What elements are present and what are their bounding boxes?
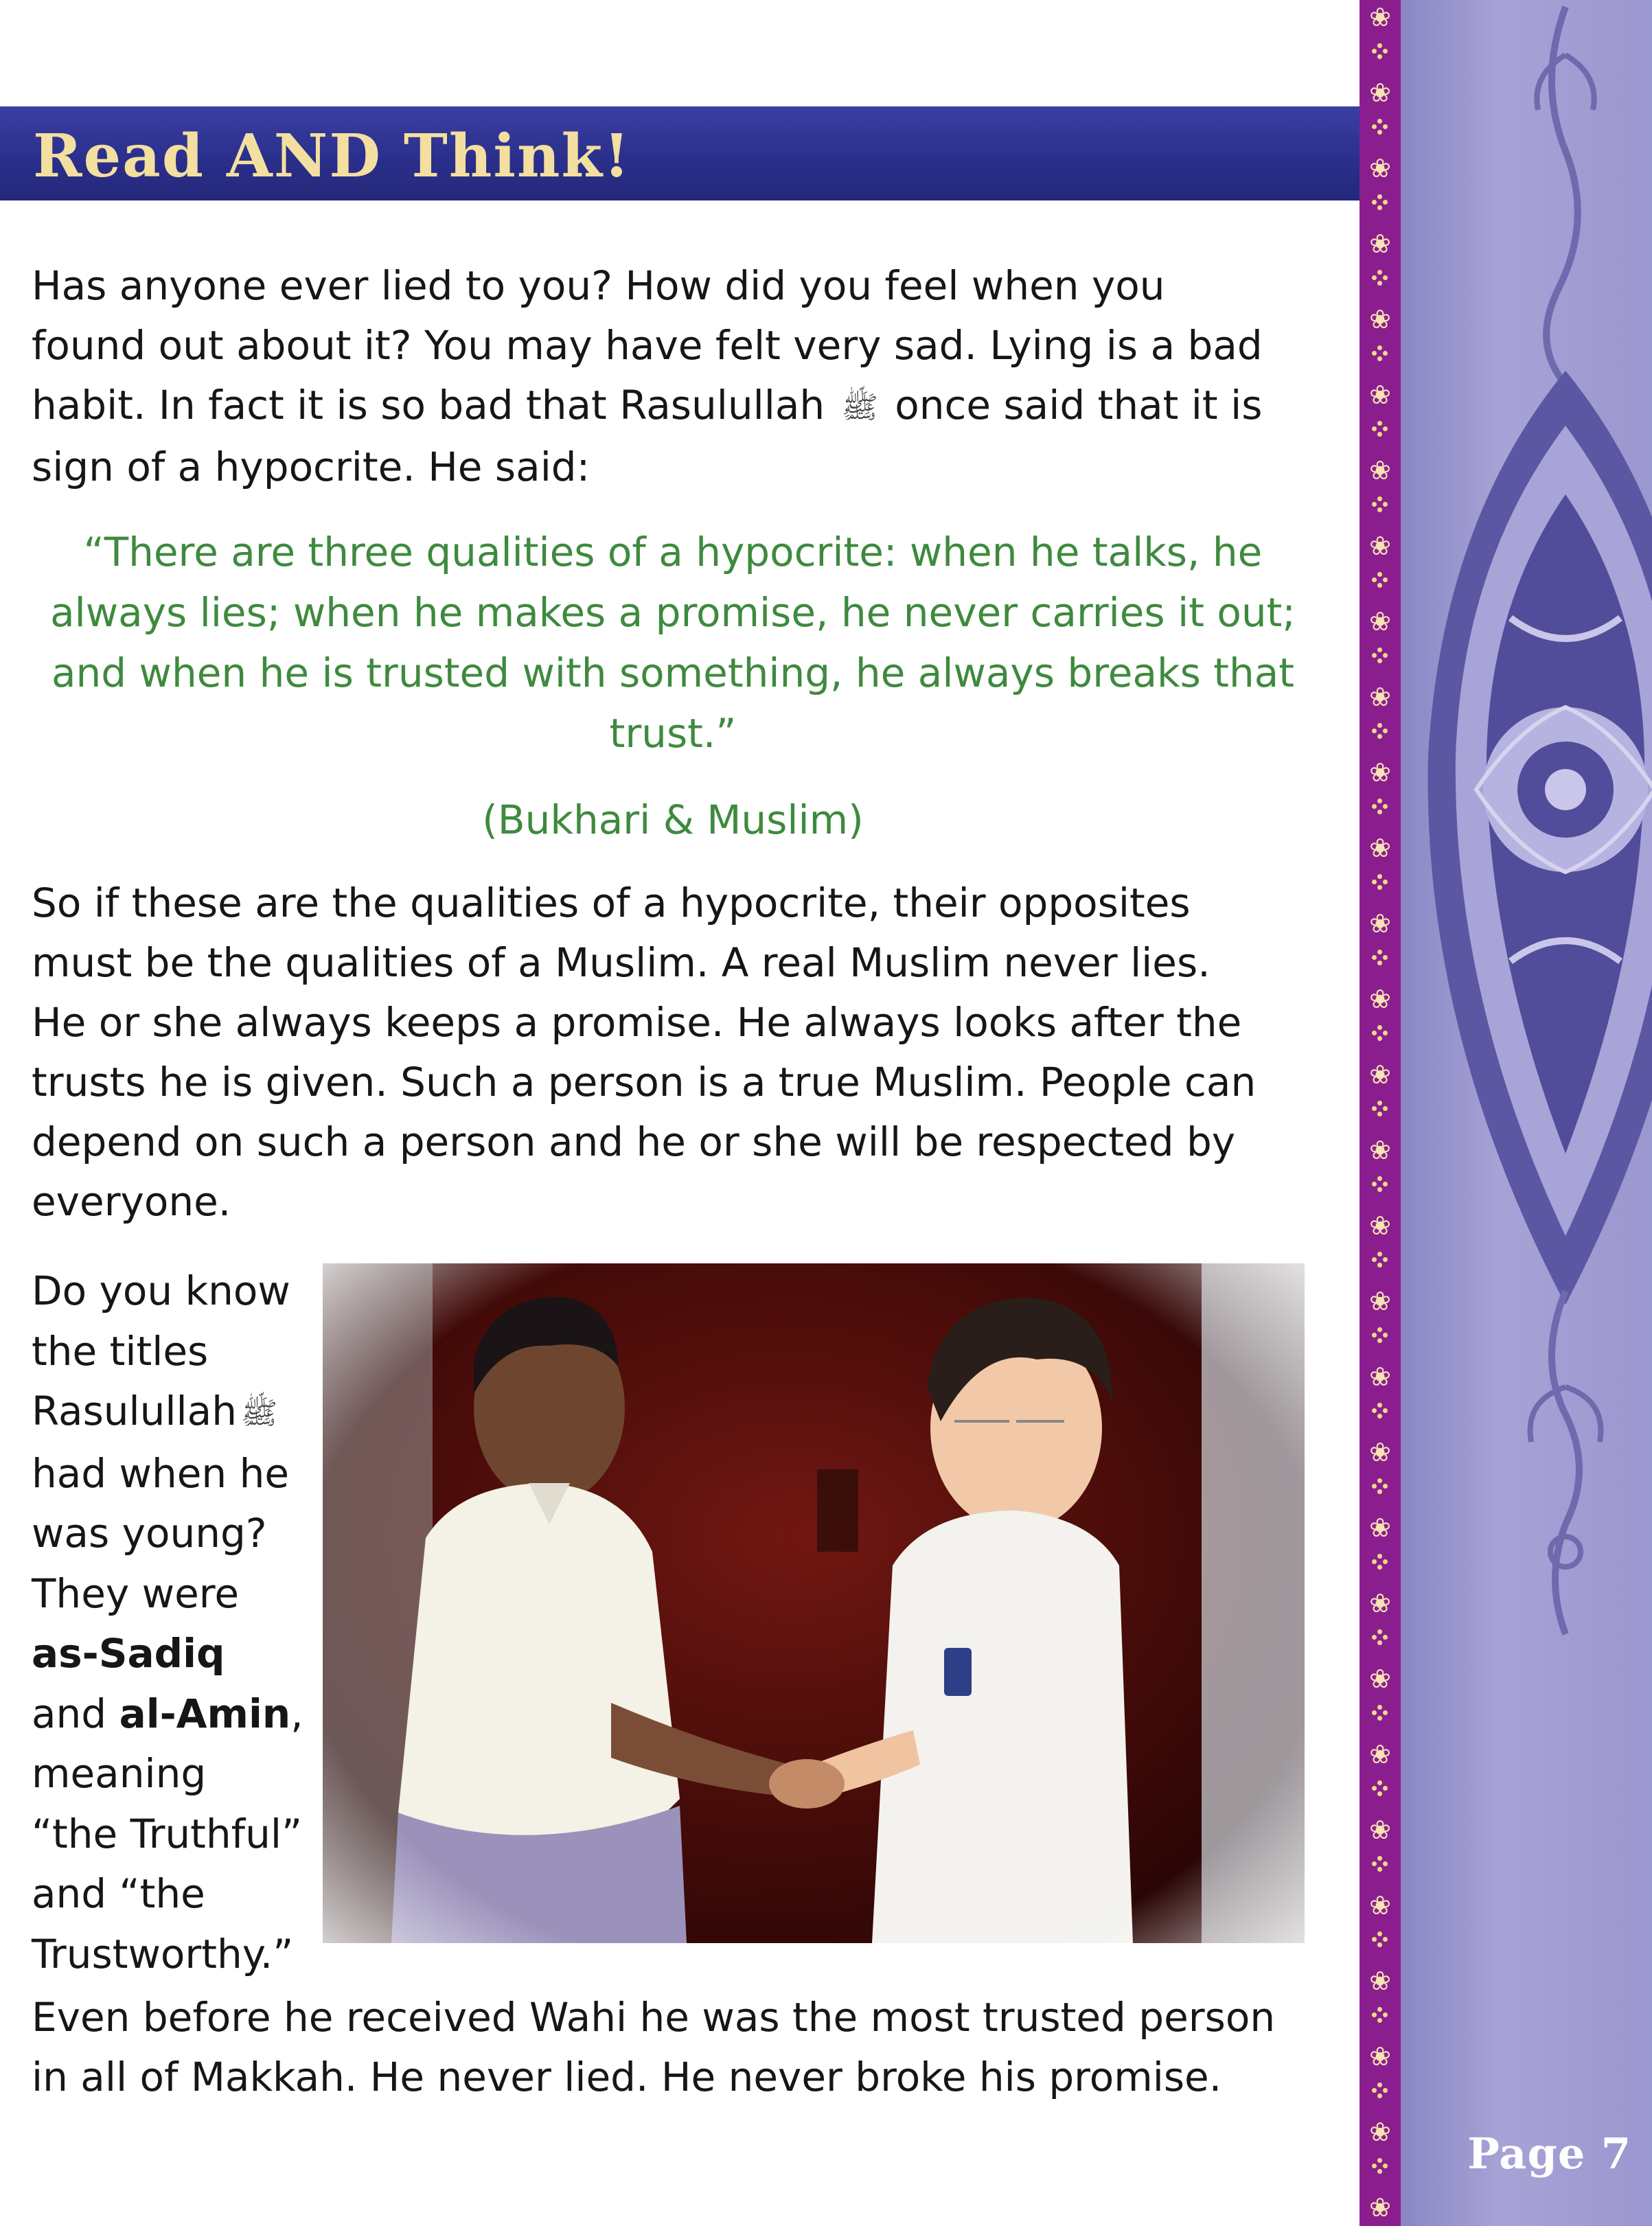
flower-icon: ❀ bbox=[1369, 2192, 1391, 2223]
dot-cluster-icon bbox=[1372, 2007, 1388, 2023]
dot-cluster-icon bbox=[1372, 723, 1388, 739]
flower-icon: ❀ bbox=[1369, 455, 1391, 485]
flower-icon: ❀ bbox=[1369, 908, 1391, 939]
arabesque-ornament-icon bbox=[1401, 0, 1652, 2226]
dot-cluster-icon bbox=[1372, 1478, 1388, 1495]
flower-icon: ❀ bbox=[1369, 78, 1391, 108]
title-as-sadiq: as-Sadiq bbox=[32, 1630, 225, 1677]
flower-icon: ❀ bbox=[1369, 1890, 1391, 1920]
title-al-amin: al-Amin bbox=[119, 1690, 291, 1737]
flower-icon: ❀ bbox=[1369, 304, 1391, 334]
dot-cluster-icon bbox=[1372, 647, 1388, 664]
flower-icon: ❀ bbox=[1369, 682, 1391, 712]
muslim-qualities-paragraph: So if these are the qualities of a hypocrite, their opposites must be the qualities of a Muslim. A real Muslim never lies. He or she always keeps a promise. He always looks after the trusts he is given. Such a person is a true Muslim. People can depend on such a person and he or she will be respected by everyone. bbox=[32, 880, 1257, 1225]
hadith-quote: “There are three qualities of a hypocrite: when he talks, he always lies; when he makes a promise, he never carries it out; and when he is trusted with something, he always breaks that trust.” bbox=[50, 529, 1296, 757]
flower-icon: ❀ bbox=[1369, 1210, 1391, 1241]
dot-cluster-icon bbox=[1372, 270, 1388, 286]
flower-icon: ❀ bbox=[1369, 380, 1391, 410]
flower-icon: ❀ bbox=[1369, 1739, 1391, 1769]
dot-cluster-icon bbox=[1372, 345, 1388, 362]
dot-cluster-icon bbox=[1372, 874, 1388, 891]
dot-cluster-icon bbox=[1372, 421, 1388, 437]
titles-paragraph: Do you know the titles Rasulullah ﷺ had when he was young? They were as-Sadiq and al-Amin, meaning “the Truthful” and “the Trustworthy.” bbox=[32, 1267, 303, 1977]
flower-icon: ❀ bbox=[1369, 531, 1391, 561]
flower-icon: ❀ bbox=[1369, 153, 1391, 183]
flower-icon: ❀ bbox=[1369, 1437, 1391, 1467]
flower-icon: ❀ bbox=[1369, 606, 1391, 636]
title-banner bbox=[0, 106, 1360, 200]
flower-icon: ❀ bbox=[1369, 1362, 1391, 1392]
dot-cluster-icon bbox=[1372, 2082, 1388, 2099]
handshake-illustration bbox=[323, 1263, 1305, 1943]
dot-cluster-icon bbox=[1372, 1931, 1388, 1948]
flower-icon: ❀ bbox=[1369, 757, 1391, 788]
dot-cluster-icon bbox=[1372, 496, 1388, 513]
dot-cluster-icon bbox=[1372, 1780, 1388, 1797]
page-number: Page 7 bbox=[1467, 2129, 1631, 2179]
flower-icon: ❀ bbox=[1369, 2041, 1391, 2072]
quote-source: (Bukhari & Muslim) bbox=[482, 796, 864, 843]
page-title: Read AND Think! bbox=[33, 122, 631, 191]
flower-icon: ❀ bbox=[1369, 1286, 1391, 1316]
flower-icon: ❀ bbox=[1369, 1513, 1391, 1543]
flower-icon: ❀ bbox=[1369, 1966, 1391, 1996]
dot-cluster-icon bbox=[1372, 1705, 1388, 1721]
handshake-photo bbox=[323, 1263, 1305, 1943]
flower-icon: ❀ bbox=[1369, 984, 1391, 1014]
intro-paragraph: Has anyone ever lied to you? How did you feel when you found out about it? You may have felt very sad. Lying is a bad habit. In fact it is so bad that Rasulullah ﷺ once said that it is sign of a hypocrite. He said: bbox=[32, 262, 1263, 491]
closing-paragraph: Even before he received Wahi he was the most trusted person in all of Makkah. He never lied. He never broke his promise. bbox=[32, 1994, 1276, 2100]
salutation-icon: ﷺ bbox=[841, 390, 878, 426]
dot-cluster-icon bbox=[1372, 2158, 1388, 2175]
dot-cluster-icon bbox=[1372, 1327, 1388, 1344]
flower-icon: ❀ bbox=[1369, 229, 1391, 259]
flower-icon: ❀ bbox=[1369, 1588, 1391, 1618]
ornament-panel bbox=[1401, 0, 1652, 2226]
flower-icon: ❀ bbox=[1369, 2, 1391, 32]
dot-cluster-icon bbox=[1372, 1403, 1388, 1419]
dot-cluster-icon bbox=[1372, 1856, 1388, 1872]
flower-icon: ❀ bbox=[1369, 1815, 1391, 1845]
dot-cluster-icon bbox=[1372, 1101, 1388, 1117]
dot-cluster-icon bbox=[1372, 194, 1388, 211]
dot-cluster-icon bbox=[1372, 119, 1388, 135]
dot-cluster-icon bbox=[1372, 1554, 1388, 1570]
dot-cluster-icon bbox=[1372, 572, 1388, 588]
dot-cluster-icon bbox=[1372, 799, 1388, 815]
dot-cluster-icon bbox=[1372, 1025, 1388, 1042]
dot-cluster-icon bbox=[1372, 1629, 1388, 1646]
flower-icon: ❀ bbox=[1369, 1059, 1391, 1090]
flower-icon: ❀ bbox=[1369, 833, 1391, 863]
flower-border-strip bbox=[1360, 0, 1401, 2226]
flower-icon: ❀ bbox=[1369, 1664, 1391, 1694]
dot-cluster-icon bbox=[1372, 1176, 1388, 1193]
dot-cluster-icon bbox=[1372, 1252, 1388, 1268]
dot-cluster-icon bbox=[1372, 950, 1388, 966]
dot-cluster-icon bbox=[1372, 43, 1388, 60]
flower-icon: ❀ bbox=[1369, 2117, 1391, 2147]
salutation-icon: ﷺ bbox=[240, 1396, 278, 1432]
flower-icon: ❀ bbox=[1369, 1135, 1391, 1165]
